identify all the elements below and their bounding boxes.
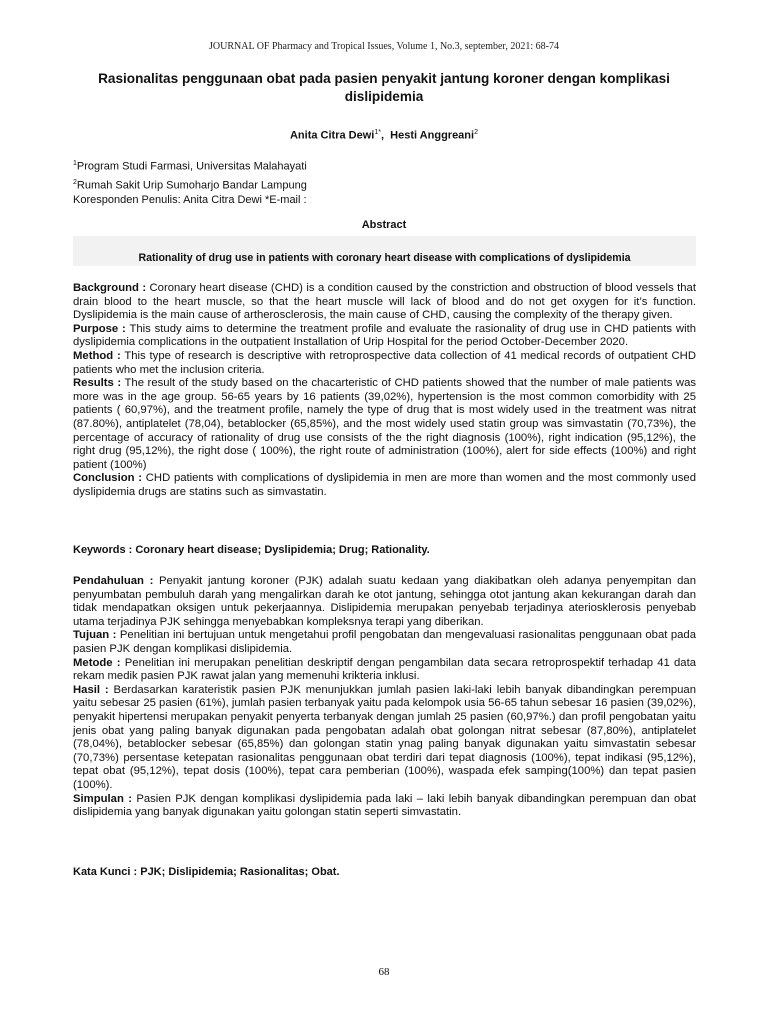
hasil-paragraph — [73, 684, 696, 793]
tujuan-paragraph — [73, 629, 696, 656]
english-abstract — [73, 282, 696, 500]
keywords: Keywords : Coronary heart disease; Dyslipidemia; Drug; Rationality. — [73, 544, 430, 556]
simpulan-text: Pasien PJK dengan komplikasi dyslipidemia pada laki – laki lebih banyak dibandingkan perempuan dan obat dislipidemia yang banyak digunakan yaitu golongan statin seperti simvastatin. — [73, 792, 696, 819]
method-text: This type of research is descriptive with retroprospective data collection of 41 medical records of outpatient CHD patients who met the inclusion criteria. — [73, 349, 696, 376]
pendahuluan-label: Pendahuluan : — [73, 575, 154, 587]
purpose-paragraph — [73, 323, 696, 350]
article-title: Rasionalitas penggunaan obat pada pasien penyakit jantung koroner dengan komplikasi dislipidemia — [98, 71, 670, 104]
affiliation-2 — [73, 175, 693, 194]
hasil-text: Berdasarkan karateristik pasien PJK menunjukkan jumlah pasien laki-laki lebih banyak dibandingkan perempuan yaitu sebesar 25 pasien (61%), jumlah pasien terbanyak yaitu pada kelompok usia 56-65 tahun sebesar 16 pasien (39,02%), penyakit hipertensi merupakan penyakit penyerta terbanyak dengan jumlah 25 pasien (60,97%.) dan profil pengobatan yaitu jenis obat yang paling banyak digunakan pada pengobatan adalah obat golongan nitrat sebesar (87,80%), antiplatelet (78,04%), betablocker sebesar (65,85%) dan golongan statin ynag paling banyak digunakan yaitu simvastatin sebesar (70,73%) persentase ketepatan rasionalitas penggunaan obat terdiri dari tepat diagnosis (100%), tepat indikasi (95,12%), tepat obat (95,12%), tepat dosis (100%), tepat cara pemberian (100%), waspada efek samping(100%) dan tepat pasien (100%). — [73, 683, 696, 791]
correspondence: Koresponden Penulis: Anita Citra Dewi *E-mail : — [73, 194, 307, 207]
affiliation-1-mark: 1 — [73, 160, 77, 167]
author-2-mark: 2 — [474, 129, 478, 136]
journal-header: JOURNAL OF Pharmacy and Tropical Issues, Volume 1, No.3, september, 2021: 68-74 — [209, 41, 559, 52]
purpose-text: This study aims to determine the treatment profile and evaluate the rasionality of drug use in CHD patients with dyslipidemia complications in the outpatient Installation of Urip Hospital for the period October-December 2020. — [73, 322, 696, 349]
abstract-title: Rationality of drug use in patients with coronary heart disease with complications of dyslipidemia — [138, 252, 631, 264]
tujuan-text: Penelitian ini bertujuan untuk mengetahui profil pengobatan dan mengevaluasi rasionalitas penggunaan obat pada pasien PJK dengan komplikasi dislipidemia. — [73, 629, 696, 655]
metode-text: Penelitian ini merupakan penelitian deskriptif dengan pengambilan data secara retroprospektif terhadap 41 data rekam medik pasien PJK rawat jalan yang memenuhi krikteria inklusi. — [73, 656, 696, 683]
background-paragraph — [73, 282, 696, 323]
abstract-heading: Abstract — [361, 219, 407, 231]
conclusion-paragraph — [73, 472, 696, 499]
indonesian-abstract — [73, 575, 696, 820]
method-label: Method : — [73, 349, 121, 362]
hasil-label: Hasil : — [73, 683, 109, 696]
affiliation-1 — [73, 156, 693, 175]
author-2: Hesti Anggreani — [390, 129, 475, 142]
background-label: Background : — [73, 282, 147, 294]
simpulan-label: Simpulan : — [73, 792, 132, 805]
metode-label: Metode : — [73, 656, 121, 669]
simpulan-paragraph — [73, 793, 696, 820]
author-line — [0, 126, 768, 143]
metode-paragraph — [73, 657, 696, 684]
purpose-label: Purpose : — [73, 322, 126, 335]
author-1-mark: 1* — [374, 129, 381, 136]
affiliations — [73, 156, 693, 208]
method-paragraph — [73, 350, 696, 377]
results-paragraph — [73, 377, 696, 472]
results-label: Results : — [73, 377, 122, 390]
author-1: Anita Citra Dewi — [289, 129, 375, 142]
conclusion-label: Conclusion : — [73, 472, 143, 485]
affiliation-2-mark: 2 — [73, 178, 77, 186]
affiliation-2-text: Rumah Sakit Urip Sumoharjo Bandar Lampung — [76, 179, 307, 192]
kata-kunci: Kata Kunci : PJK; Dislipidemia; Rasionalitas; Obat. — [73, 866, 340, 878]
affiliation-1-text: Program Studi Farmasi, Universitas Malahayati — [76, 160, 307, 173]
pendahuluan-text: Penyakit jantung koroner (PJK) adalah suatu kedaan yang diakibatkan oleh adanya penyempitan dan penyumbatan pembuluh darah yang mengalirkan darah ke otot jantung, sehingga otot jantung akan kekurangan darah dan tidak mendapatkan oksigen untuk pekerjaannya. Dislipidemia merupakan penyebab terjadinya ateriosklerosis penyebab utama terjadinya PJK sehingga menyebabkan kompleksnya terapi yang diberikan. — [73, 575, 696, 628]
pendahuluan-paragraph — [73, 575, 696, 629]
background-text: Coronary heart disease (CHD) is a condition caused by the constriction and obstruction of blood vessels that drain blood to the heart muscle, so that the heart muscle will lack of blood and do not get oxygen for it’s function. Dyslipidemia is the main cause of artherosclerosis, the main cause of CHD, causing the complexity of the therapy given. — [73, 282, 696, 322]
author-separator: , — [380, 129, 391, 142]
page-number: 68 — [378, 966, 390, 978]
conclusion-text: CHD patients with complications of dyslipidemia in men are more than women and the most commonly used dyslipidemia drugs are statins such as simvastatin. — [73, 472, 696, 498]
tujuan-label: Tujuan : — [73, 629, 117, 642]
results-text: The result of the study based on the chacarteristic of CHD patients showed that the number of male patients was more was in the age group. 56-65 years by 16 patients (39,02%), hypertension is the most common comorbidity with 25 patients ( 60,97%), and the treatment profile, namely the type of drug that is most widely used in the treatment was nitrat (87.80%), antiplatelet (78,04), betablocker (65,85%), and the most widely used statin group was simvastatin (70,73%), the percentage of accuracy of rationality of drug use consists of the the right diagnosis (100%), right indication (95,12%), the right drug (95,12%), the right dose ( 100%), the right route of administration (100%), alert for side effects (100%) and right patient (100%) — [73, 377, 696, 471]
